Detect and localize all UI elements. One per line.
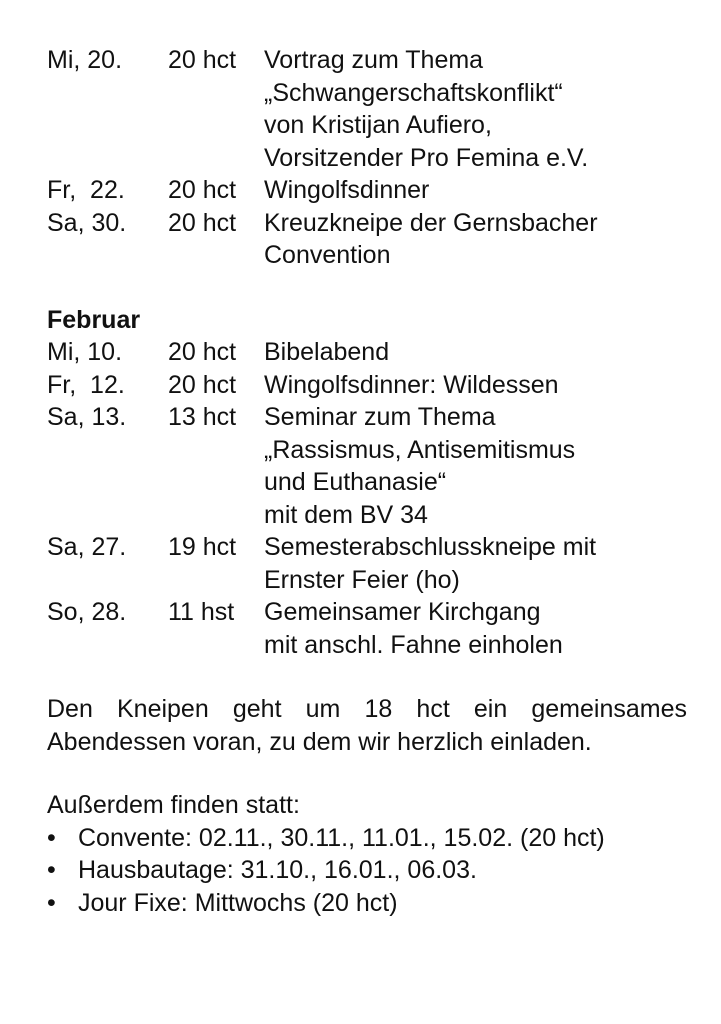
additional-events [47, 789, 687, 919]
list-item [47, 822, 687, 855]
event-row [47, 174, 687, 207]
event-description-line: von Kristijan Aufiero, [264, 111, 492, 139]
event-description-line: Vorsitzender Pro Femina e.V. [264, 143, 589, 172]
event-description-line: mit dem BV 34 [264, 500, 428, 529]
events-january [47, 44, 687, 272]
event-row [47, 336, 687, 369]
event-time: 20 hct [168, 176, 237, 204]
list-item [47, 854, 687, 887]
event-time: 13 hct [168, 403, 237, 431]
event-day: Sa, 13. [47, 403, 127, 431]
event-description [264, 174, 687, 207]
event-description [264, 401, 687, 531]
event-description-line: Bibelabend [264, 338, 390, 366]
event-description-line: Wingolfsdinner: Wildessen [264, 370, 559, 399]
list-item-text: Jour Fixe: Mittwochs (20 hct) [78, 888, 398, 917]
event-description [264, 207, 687, 272]
dinner-note-line: Abendessen voran, zu dem wir herzlich einladen. [47, 727, 592, 756]
event-description-line: und Euthanasie“ [264, 468, 447, 496]
event-description-line: Convention [264, 241, 391, 269]
event-time: 20 hct [168, 338, 237, 366]
event-day: Sa, 27. [47, 533, 127, 561]
event-description-line: „Schwangerschaftskonflikt“ [264, 78, 563, 107]
event-description [264, 369, 687, 402]
list-item-text: Convente: 02.11., 30.11., 11.01., 15.02. (20 hct) [78, 823, 605, 852]
event-description [264, 531, 687, 596]
bullet-icon: • [47, 888, 56, 917]
event-description-line: Semesterabschlusskneipe mit [264, 533, 597, 561]
event-description-line: Kreuzkneipe der Gernsbacher [264, 208, 598, 237]
event-time: 20 hct [168, 46, 237, 74]
list-item-text: Hausbautage: 31.10., 16.01., 06.03. [78, 856, 477, 884]
event-row [47, 207, 687, 272]
list-item [47, 887, 687, 920]
event-description-line: Seminar zum Thema [264, 403, 496, 431]
event-description-line: Wingolfsdinner [264, 176, 430, 204]
event-description-line: Vortrag zum Thema [264, 46, 484, 74]
event-time: 20 hct [168, 208, 237, 237]
event-time: 19 hct [168, 533, 237, 561]
event-row [47, 401, 687, 531]
bullet-icon: • [47, 823, 56, 852]
event-row [47, 531, 687, 596]
bullet-icon: • [47, 856, 56, 884]
event-day: Mi, 20. [47, 46, 123, 74]
dinner-note [47, 693, 687, 758]
event-day: Fr, 22. [47, 176, 125, 204]
event-day: Fr, 12. [47, 370, 125, 399]
event-description-line: Ernster Feier (ho) [264, 565, 460, 594]
event-description-line: Gemeinsamer Kirchgang [264, 598, 541, 626]
event-description [264, 44, 687, 174]
event-row [47, 44, 687, 174]
event-row [47, 596, 687, 661]
event-time: 11 hst [168, 598, 235, 626]
event-day: Mi, 10. [47, 338, 123, 366]
event-day: So, 28. [47, 598, 127, 626]
event-description [264, 596, 687, 661]
events-february [47, 336, 687, 661]
additional-events-list [47, 822, 687, 920]
event-row [47, 369, 687, 402]
additional-events-intro: Außerdem finden statt: [47, 791, 300, 819]
month-heading-february: Februar [47, 305, 141, 334]
event-day: Sa, 30. [47, 208, 127, 237]
event-description-line: „Rassismus, Antisemitismus [264, 435, 576, 464]
event-description [264, 336, 687, 369]
document-page [47, 44, 687, 919]
event-description-line: mit anschl. Fahne einholen [264, 630, 563, 659]
event-time: 20 hct [168, 370, 237, 399]
dinner-note-line: Den Kneipen geht um 18 hct ein gemeinsames [47, 695, 687, 723]
